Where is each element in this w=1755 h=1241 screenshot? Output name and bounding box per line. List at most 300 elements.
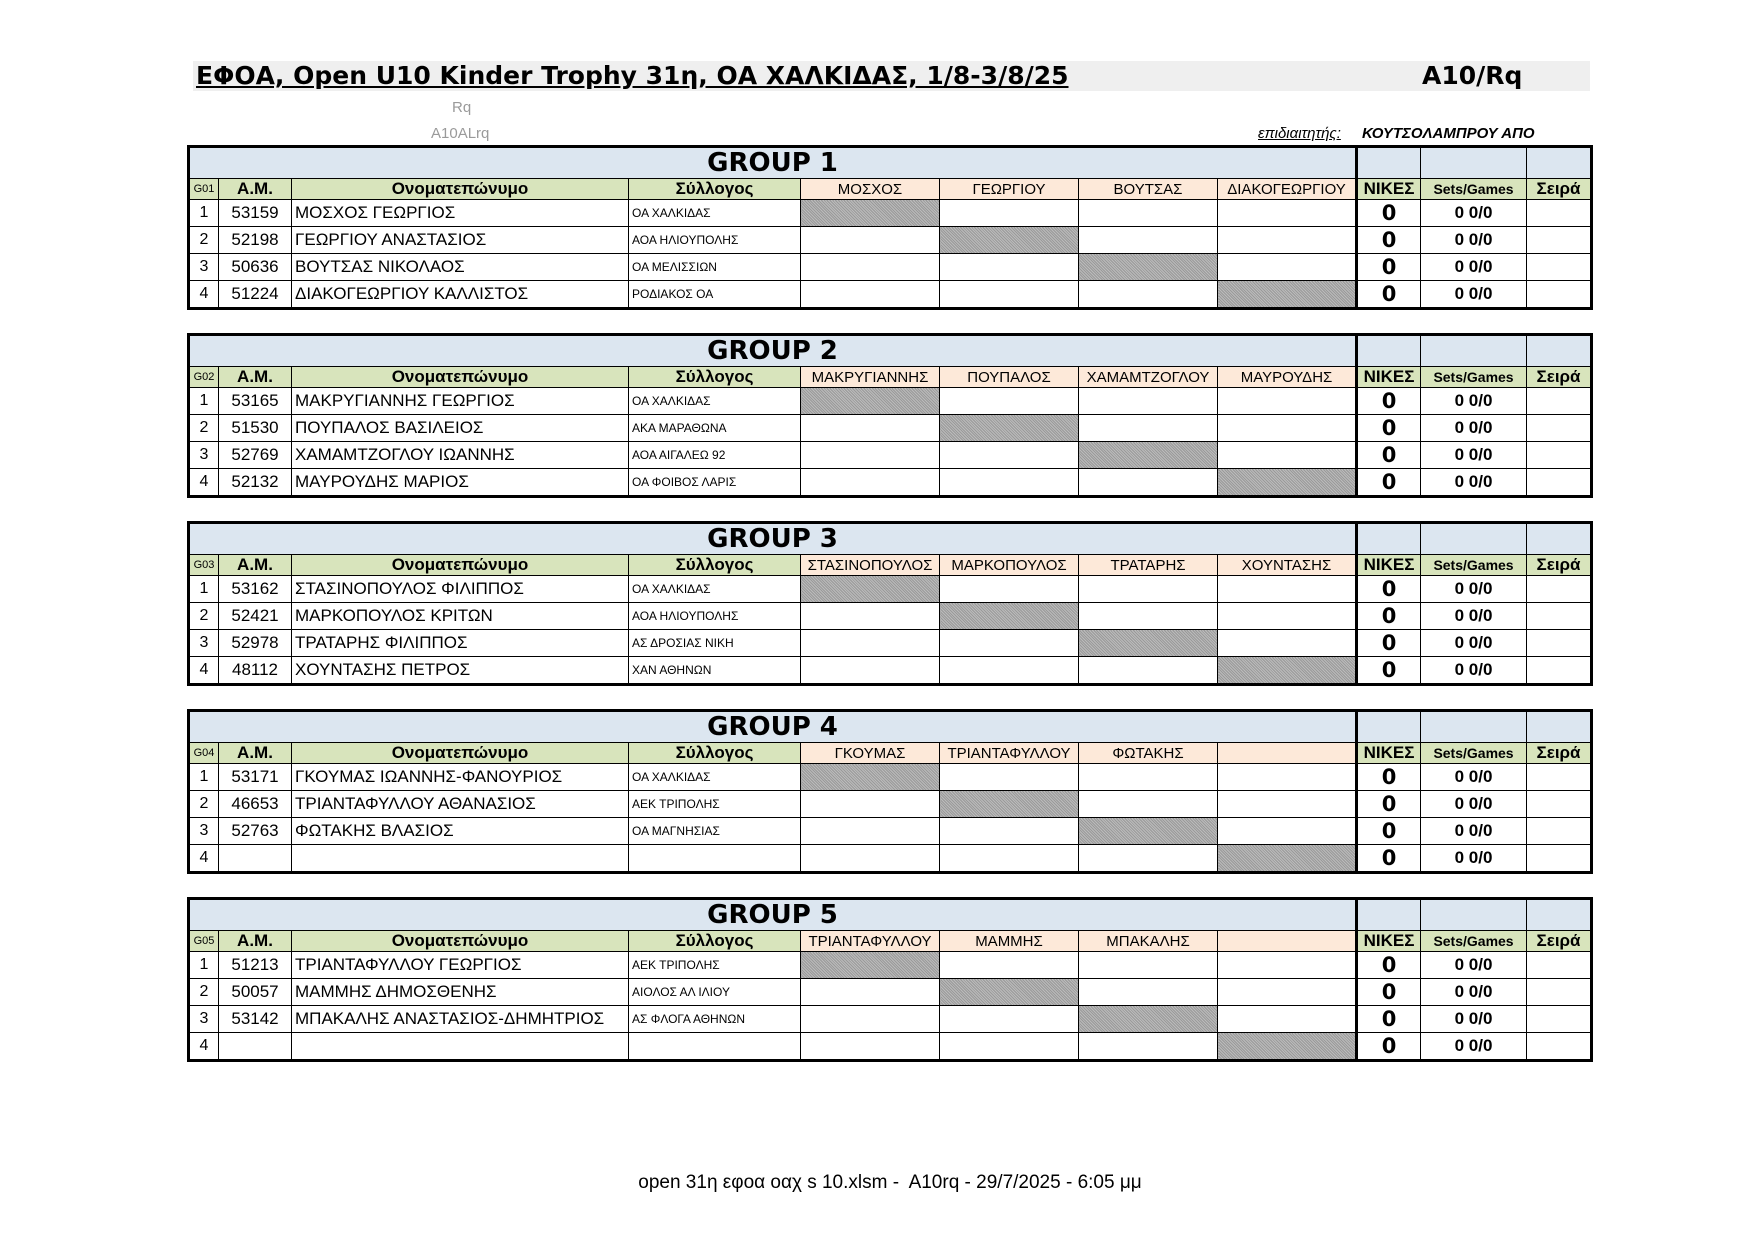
rank-value[interactable] [1527,952,1591,979]
match-result-cell[interactable] [1079,388,1218,415]
group-title: GROUP 1 [190,148,1357,179]
player-name: ΤΡΑΤΑΡΗΣ ΦΙΛΙΠΠΟΣ [292,630,629,657]
player-club: ΑΣ ΔΡΟΣΙΑΣ ΝΙΚΗ [629,630,801,657]
col-header-club: Σύλλογος [629,367,801,388]
rank-value[interactable] [1527,845,1591,872]
match-result-cell[interactable] [1079,791,1218,818]
opponent-header: ΠΟΥΠΑΛΟΣ [940,367,1079,388]
player-name: ΒΟΥΤΣΑΣ ΝΙΚΟΛΑΟΣ [292,254,629,281]
rank-value[interactable] [1527,388,1591,415]
match-result-cell[interactable] [1079,200,1218,227]
player-id: 48112 [219,657,292,684]
match-result-cell[interactable] [940,1006,1079,1033]
table-row [190,415,1591,442]
match-result-cell[interactable] [801,227,940,254]
player-name: ΧΑΜΑΜΤΖΟΓΛΟΥ ΙΩΑΝΝΗΣ [292,442,629,469]
match-result-cell[interactable] [940,630,1079,657]
header-cell [1527,524,1591,555]
table-row [190,442,1591,469]
sets-games-value: 0 0/0 [1421,442,1527,469]
col-header-sets: Sets/Games [1421,179,1527,200]
player-club: ΧΑΝ ΑΘΗΝΩΝ [629,657,801,684]
player-club: ΟΑ ΧΑΛΚΙΔΑΣ [629,764,801,791]
player-id: 52978 [219,630,292,657]
table-row [190,979,1591,1006]
player-club [629,845,801,872]
table-row [190,818,1591,845]
header-cell [1421,524,1527,555]
col-header-rank: Σειρά [1527,931,1591,952]
wins-value: 0 [1357,254,1421,281]
row-position: 2 [190,603,219,630]
row-position: 2 [190,979,219,1006]
wins-value: 0 [1357,281,1421,308]
table-row [190,388,1591,415]
rank-value[interactable] [1527,979,1591,1006]
opponent-header: ΤΡΙΑΝΤΑΦΥΛΛΟΥ [940,743,1079,764]
player-id [219,845,292,872]
header-cell [1527,900,1591,931]
group-id: G02 [190,367,219,388]
player-id: 52769 [219,442,292,469]
wins-value: 0 [1357,576,1421,603]
row-position: 3 [190,1006,219,1033]
header-cell [1421,148,1527,179]
table-row [190,469,1591,496]
row-position: 1 [190,200,219,227]
match-result-cell[interactable] [1218,818,1357,845]
wins-value: 0 [1357,845,1421,872]
player-club: ΟΑ ΦΟΙΒΟΣ ΛΑΡΙΣ [629,469,801,496]
wins-value: 0 [1357,227,1421,254]
match-result-cell[interactable] [1218,952,1357,979]
sets-games-value: 0 0/0 [1421,845,1527,872]
wins-value: 0 [1357,630,1421,657]
rank-value[interactable] [1527,818,1591,845]
match-result-cell[interactable] [801,979,940,1006]
col-header-am: Α.Μ. [219,743,292,764]
match-result-cell[interactable] [1079,603,1218,630]
match-result-cell[interactable] [1079,576,1218,603]
self-match-cell [801,200,940,227]
page-title: ΕΦΟΑ, Open U10 Kinder Trophy 31η, ΟΑ ΧΑΛΚΙΔΑΣ, 1/8-3/8/25 [196,61,1069,90]
match-result-cell[interactable] [940,764,1079,791]
rank-value[interactable] [1527,281,1591,308]
self-match-cell [801,576,940,603]
player-id: 46653 [219,791,292,818]
match-result-cell[interactable] [1218,576,1357,603]
opponent-header: ΒΟΥΤΣΑΣ [1079,179,1218,200]
match-result-cell[interactable] [940,818,1079,845]
player-club: ΑΟΑ ΑΙΓΑΛΕΩ 92 [629,442,801,469]
player-id: 52198 [219,227,292,254]
rank-value[interactable] [1527,469,1591,496]
table-row [190,576,1591,603]
match-result-cell[interactable] [801,254,940,281]
opponent-header: ΜΑΜΜΗΣ [940,931,1079,952]
player-name: ΔΙΑΚΟΓΕΩΡΓΙΟΥ ΚΑΛΛΙΣΤΟΣ [292,281,629,308]
col-header-sets: Sets/Games [1421,555,1527,576]
header-cell [1357,524,1421,555]
match-result-cell[interactable] [940,281,1079,308]
player-id: 53159 [219,200,292,227]
rank-value[interactable] [1527,764,1591,791]
wins-value: 0 [1357,764,1421,791]
player-club: ΑΙΟΛΟΣ ΑΛ ΙΛΙΟΥ [629,979,801,1006]
player-club: ΑΚΑ ΜΑΡΑΘΩΝΑ [629,415,801,442]
match-result-cell[interactable] [1079,845,1218,872]
match-result-cell[interactable] [801,791,940,818]
sets-games-value: 0 0/0 [1421,1033,1527,1060]
row-position: 1 [190,576,219,603]
match-result-cell[interactable] [940,200,1079,227]
rank-value[interactable] [1527,415,1591,442]
sets-games-value: 0 0/0 [1421,791,1527,818]
self-match-cell [940,791,1079,818]
col-header-wins: ΝΙΚΕΣ [1357,931,1421,952]
self-match-cell [940,227,1079,254]
match-result-cell[interactable] [801,281,940,308]
self-match-cell [1218,845,1357,872]
match-result-cell[interactable] [1218,979,1357,1006]
sets-games-value: 0 0/0 [1421,388,1527,415]
player-name: ΠΟΥΠΑΛΟΣ ΒΑΣΙΛΕΙΟΣ [292,415,629,442]
player-id: 51530 [219,415,292,442]
match-result-cell[interactable] [1079,657,1218,684]
group-table [189,711,1591,872]
match-result-cell[interactable] [801,1006,940,1033]
self-match-cell [1079,254,1218,281]
group-title: GROUP 2 [190,336,1357,367]
rank-value[interactable] [1527,576,1591,603]
row-position: 4 [190,281,219,308]
match-result-cell[interactable] [940,469,1079,496]
referee-label: επιδιαιτητής: [1258,125,1341,142]
sets-games-value: 0 0/0 [1421,979,1527,1006]
rank-value[interactable] [1527,603,1591,630]
col-header-am: Α.Μ. [219,179,292,200]
table-row [190,254,1591,281]
opponent-header: ΜΠΑΚΑΛΗΣ [1079,931,1218,952]
col-header-rank: Σειρά [1527,179,1591,200]
player-club: ΟΑ ΜΑΓΝΗΣΙΑΣ [629,818,801,845]
header-cell [1527,712,1591,743]
player-club: ΟΑ ΧΑΛΚΙΔΑΣ [629,200,801,227]
row-position: 3 [190,442,219,469]
rank-value[interactable] [1527,1033,1591,1060]
player-club: ΟΑ ΜΕΛΙΣΣΙΩΝ [629,254,801,281]
match-result-cell[interactable] [940,254,1079,281]
player-name: ΦΩΤΑΚΗΣ ΒΛΑΣΙΟΣ [292,818,629,845]
row-position: 2 [190,791,219,818]
match-result-cell[interactable] [1218,388,1357,415]
table-row [190,764,1591,791]
player-name: ΜΑΚΡΥΓΙΑΝΝΗΣ ΓΕΩΡΓΙΟΣ [292,388,629,415]
match-result-cell[interactable] [1079,281,1218,308]
match-result-cell[interactable] [940,442,1079,469]
match-result-cell[interactable] [1218,630,1357,657]
table-row [190,603,1591,630]
table-row [190,227,1591,254]
player-name: ΤΡΙΑΝΤΑΦΥΛΛΟΥ ΑΘΑΝΑΣΙΟΣ [292,791,629,818]
group-id: G04 [190,743,219,764]
col-header-name: Ονοματεπώνυμο [292,367,629,388]
match-result-cell[interactable] [801,415,940,442]
col-header-club: Σύλλογος [629,555,801,576]
col-header-am: Α.Μ. [219,367,292,388]
match-result-cell[interactable] [801,1033,940,1060]
rank-value[interactable] [1527,254,1591,281]
player-name: ΜΑΜΜΗΣ ΔΗΜΟΣΘΕΝΗΣ [292,979,629,1006]
self-match-cell [940,415,1079,442]
match-result-cell[interactable] [1079,979,1218,1006]
match-result-cell[interactable] [1079,764,1218,791]
match-result-cell[interactable] [1079,469,1218,496]
rank-value[interactable] [1527,442,1591,469]
opponent-header: ΦΩΤΑΚΗΣ [1079,743,1218,764]
group-id: G03 [190,555,219,576]
wins-value: 0 [1357,415,1421,442]
match-result-cell[interactable] [801,657,940,684]
wins-value: 0 [1357,979,1421,1006]
row-position: 1 [190,388,219,415]
sets-games-value: 0 0/0 [1421,764,1527,791]
wins-value: 0 [1357,388,1421,415]
opponent-header [1218,743,1357,764]
col-header-name: Ονοματεπώνυμο [292,743,629,764]
col-header-am: Α.Μ. [219,555,292,576]
table-row [190,630,1591,657]
player-name: ΓΚΟΥΜΑΣ ΙΩΑΝΝΗΣ-ΦΑΝΟΥΡΙΟΣ [292,764,629,791]
match-result-cell[interactable] [1218,442,1357,469]
player-club: ΡΟΔΙΑΚΟΣ ΟΑ [629,281,801,308]
col-header-rank: Σειρά [1527,367,1591,388]
group-title: GROUP 4 [190,712,1357,743]
wins-value: 0 [1357,952,1421,979]
match-result-cell[interactable] [1079,415,1218,442]
wins-value: 0 [1357,469,1421,496]
match-result-cell[interactable] [1218,200,1357,227]
sets-games-value: 0 0/0 [1421,254,1527,281]
player-name: ΧΟΥΝΤΑΣΗΣ ΠΕΤΡΟΣ [292,657,629,684]
row-position: 4 [190,657,219,684]
player-id: 53142 [219,1006,292,1033]
row-position: 1 [190,952,219,979]
header-cell [1357,148,1421,179]
header-cell [1357,712,1421,743]
header-cell [1421,712,1527,743]
opponent-header: ΧΟΥΝΤΑΣΗΣ [1218,555,1357,576]
player-id: 50057 [219,979,292,1006]
match-result-cell[interactable] [801,469,940,496]
group-id: G01 [190,179,219,200]
player-club: ΑΟΑ ΗΛΙΟΥΠΟΛΗΣ [629,603,801,630]
opponent-header: ΤΡΑΤΑΡΗΣ [1079,555,1218,576]
group-table [189,335,1591,496]
match-result-cell[interactable] [1218,254,1357,281]
wins-value: 0 [1357,200,1421,227]
player-club: ΟΑ ΧΑΛΚΙΔΑΣ [629,576,801,603]
group-table [189,899,1591,1060]
opponent-header: ΓΕΩΡΓΙΟΥ [940,179,1079,200]
row-position: 4 [190,1033,219,1060]
col-header-wins: ΝΙΚΕΣ [1357,743,1421,764]
opponent-header: ΤΡΙΑΝΤΑΦΥΛΛΟΥ [801,931,940,952]
player-name: ΤΡΙΑΝΤΑΦΥΛΛΟΥ ΓΕΩΡΓΙΟΣ [292,952,629,979]
player-name: ΓΕΩΡΓΙΟΥ ΑΝΑΣΤΑΣΙΟΣ [292,227,629,254]
match-result-cell[interactable] [940,952,1079,979]
header-cell [1421,900,1527,931]
wins-value: 0 [1357,791,1421,818]
opponent-header: ΜΟΣΧΟΣ [801,179,940,200]
row-position: 2 [190,415,219,442]
match-result-cell[interactable] [801,818,940,845]
self-match-cell [1218,657,1357,684]
match-result-cell[interactable] [1079,952,1218,979]
header-cell [1527,148,1591,179]
player-name: ΜΟΣΧΟΣ ΓΕΩΡΓΙΟΣ [292,200,629,227]
self-match-cell [1079,630,1218,657]
col-header-name: Ονοματεπώνυμο [292,555,629,576]
group-title: GROUP 5 [190,900,1357,931]
match-result-cell[interactable] [1218,415,1357,442]
sets-games-value: 0 0/0 [1421,657,1527,684]
player-name: ΣΤΑΣΙΝΟΠΟΥΛΟΣ ΦΙΛΙΠΠΟΣ [292,576,629,603]
footer-filename: open 31η εφοα οαχ s 10.xlsm - A10rq - 29/7/2025 - 6:05 μμ [638,1172,1142,1193]
row-position: 1 [190,764,219,791]
sets-games-value: 0 0/0 [1421,281,1527,308]
header-cell [1527,336,1591,367]
opponent-header: ΜΑΡΚΟΠΟΥΛΟΣ [940,555,1079,576]
wins-value: 0 [1357,442,1421,469]
wins-value: 0 [1357,1006,1421,1033]
player-name: ΜΑΥΡΟΥΔΗΣ ΜΑΡΙΟΣ [292,469,629,496]
col-header-sets: Sets/Games [1421,743,1527,764]
match-result-cell[interactable] [1218,764,1357,791]
rank-value[interactable] [1527,227,1591,254]
rank-value[interactable] [1527,200,1591,227]
sets-games-value: 0 0/0 [1421,469,1527,496]
header-cell [1357,900,1421,931]
self-match-cell [940,603,1079,630]
sets-games-value: 0 0/0 [1421,415,1527,442]
rank-value[interactable] [1527,630,1591,657]
match-result-cell[interactable] [801,442,940,469]
table-row [190,791,1591,818]
self-match-cell [1079,1006,1218,1033]
player-name: ΜΑΡΚΟΠΟΥΛΟΣ ΚΡΙΤΩΝ [292,603,629,630]
draw-sheet-code: A10ALrq [431,125,490,142]
match-result-cell[interactable] [940,657,1079,684]
wins-value: 0 [1357,1033,1421,1060]
match-result-cell[interactable] [940,845,1079,872]
col-header-club: Σύλλογος [629,743,801,764]
referee-name: ΚΟΥΤΣΟΛΑΜΠΡΟΥ ΑΠΟ [1362,125,1535,142]
row-position: 3 [190,630,219,657]
match-result-cell[interactable] [801,603,940,630]
row-position: 4 [190,845,219,872]
wins-value: 0 [1357,657,1421,684]
player-id: 52763 [219,818,292,845]
table-row [190,200,1591,227]
table-row [190,281,1591,308]
player-id [219,1033,292,1060]
player-id: 51224 [219,281,292,308]
opponent-header: ΔΙΑΚΟΓΕΩΡΓΙΟΥ [1218,179,1357,200]
col-header-wins: ΝΙΚΕΣ [1357,367,1421,388]
match-result-cell[interactable] [1079,227,1218,254]
header-cell [1357,336,1421,367]
group-table [189,147,1591,308]
player-id: 51213 [219,952,292,979]
draw-subcode: Rq [452,99,472,116]
self-match-cell [1218,1033,1357,1060]
match-result-cell[interactable] [1218,227,1357,254]
player-id: 53162 [219,576,292,603]
match-result-cell[interactable] [940,1033,1079,1060]
match-result-cell[interactable] [940,576,1079,603]
row-position: 3 [190,818,219,845]
player-club: ΑΟΑ ΗΛΙΟΥΠΟΛΗΣ [629,227,801,254]
self-match-cell [801,388,940,415]
col-header-am: Α.Μ. [219,931,292,952]
opponent-header: ΓΚΟΥΜΑΣ [801,743,940,764]
match-result-cell[interactable] [1218,791,1357,818]
col-header-club: Σύλλογος [629,179,801,200]
match-result-cell[interactable] [1079,1033,1218,1060]
player-club: ΑΣ ΦΛΟΓΑ ΑΘΗΝΩΝ [629,1006,801,1033]
rank-value[interactable] [1527,1006,1591,1033]
header-cell [1421,336,1527,367]
rank-value[interactable] [1527,791,1591,818]
self-match-cell [1218,281,1357,308]
player-club: ΑΕΚ ΤΡΙΠΟΛΗΣ [629,791,801,818]
table-row [190,1006,1591,1033]
draw-code: A10/Rq [1422,61,1523,90]
self-match-cell [1218,469,1357,496]
player-club: ΑΕΚ ΤΡΙΠΟΛΗΣ [629,952,801,979]
opponent-header: ΣΤΑΣΙΝΟΠΟΥΛΟΣ [801,555,940,576]
group-table [189,523,1591,684]
self-match-cell [940,979,1079,1006]
self-match-cell [801,764,940,791]
match-result-cell[interactable] [801,845,940,872]
table-row [190,845,1591,872]
wins-value: 0 [1357,603,1421,630]
player-id: 53171 [219,764,292,791]
player-club: ΟΑ ΧΑΛΚΙΔΑΣ [629,388,801,415]
match-result-cell[interactable] [801,630,940,657]
row-position: 4 [190,469,219,496]
sets-games-value: 0 0/0 [1421,576,1527,603]
player-name [292,1033,629,1060]
group-id: G05 [190,931,219,952]
col-header-sets: Sets/Games [1421,367,1527,388]
match-result-cell[interactable] [1218,603,1357,630]
player-name [292,845,629,872]
group-title: GROUP 3 [190,524,1357,555]
match-result-cell[interactable] [1218,1006,1357,1033]
table-row [190,1033,1591,1060]
sets-games-value: 0 0/0 [1421,952,1527,979]
rank-value[interactable] [1527,657,1591,684]
col-header-sets: Sets/Games [1421,931,1527,952]
player-id: 52421 [219,603,292,630]
match-result-cell[interactable] [940,388,1079,415]
self-match-cell [1079,818,1218,845]
col-header-wins: ΝΙΚΕΣ [1357,555,1421,576]
sets-games-value: 0 0/0 [1421,630,1527,657]
